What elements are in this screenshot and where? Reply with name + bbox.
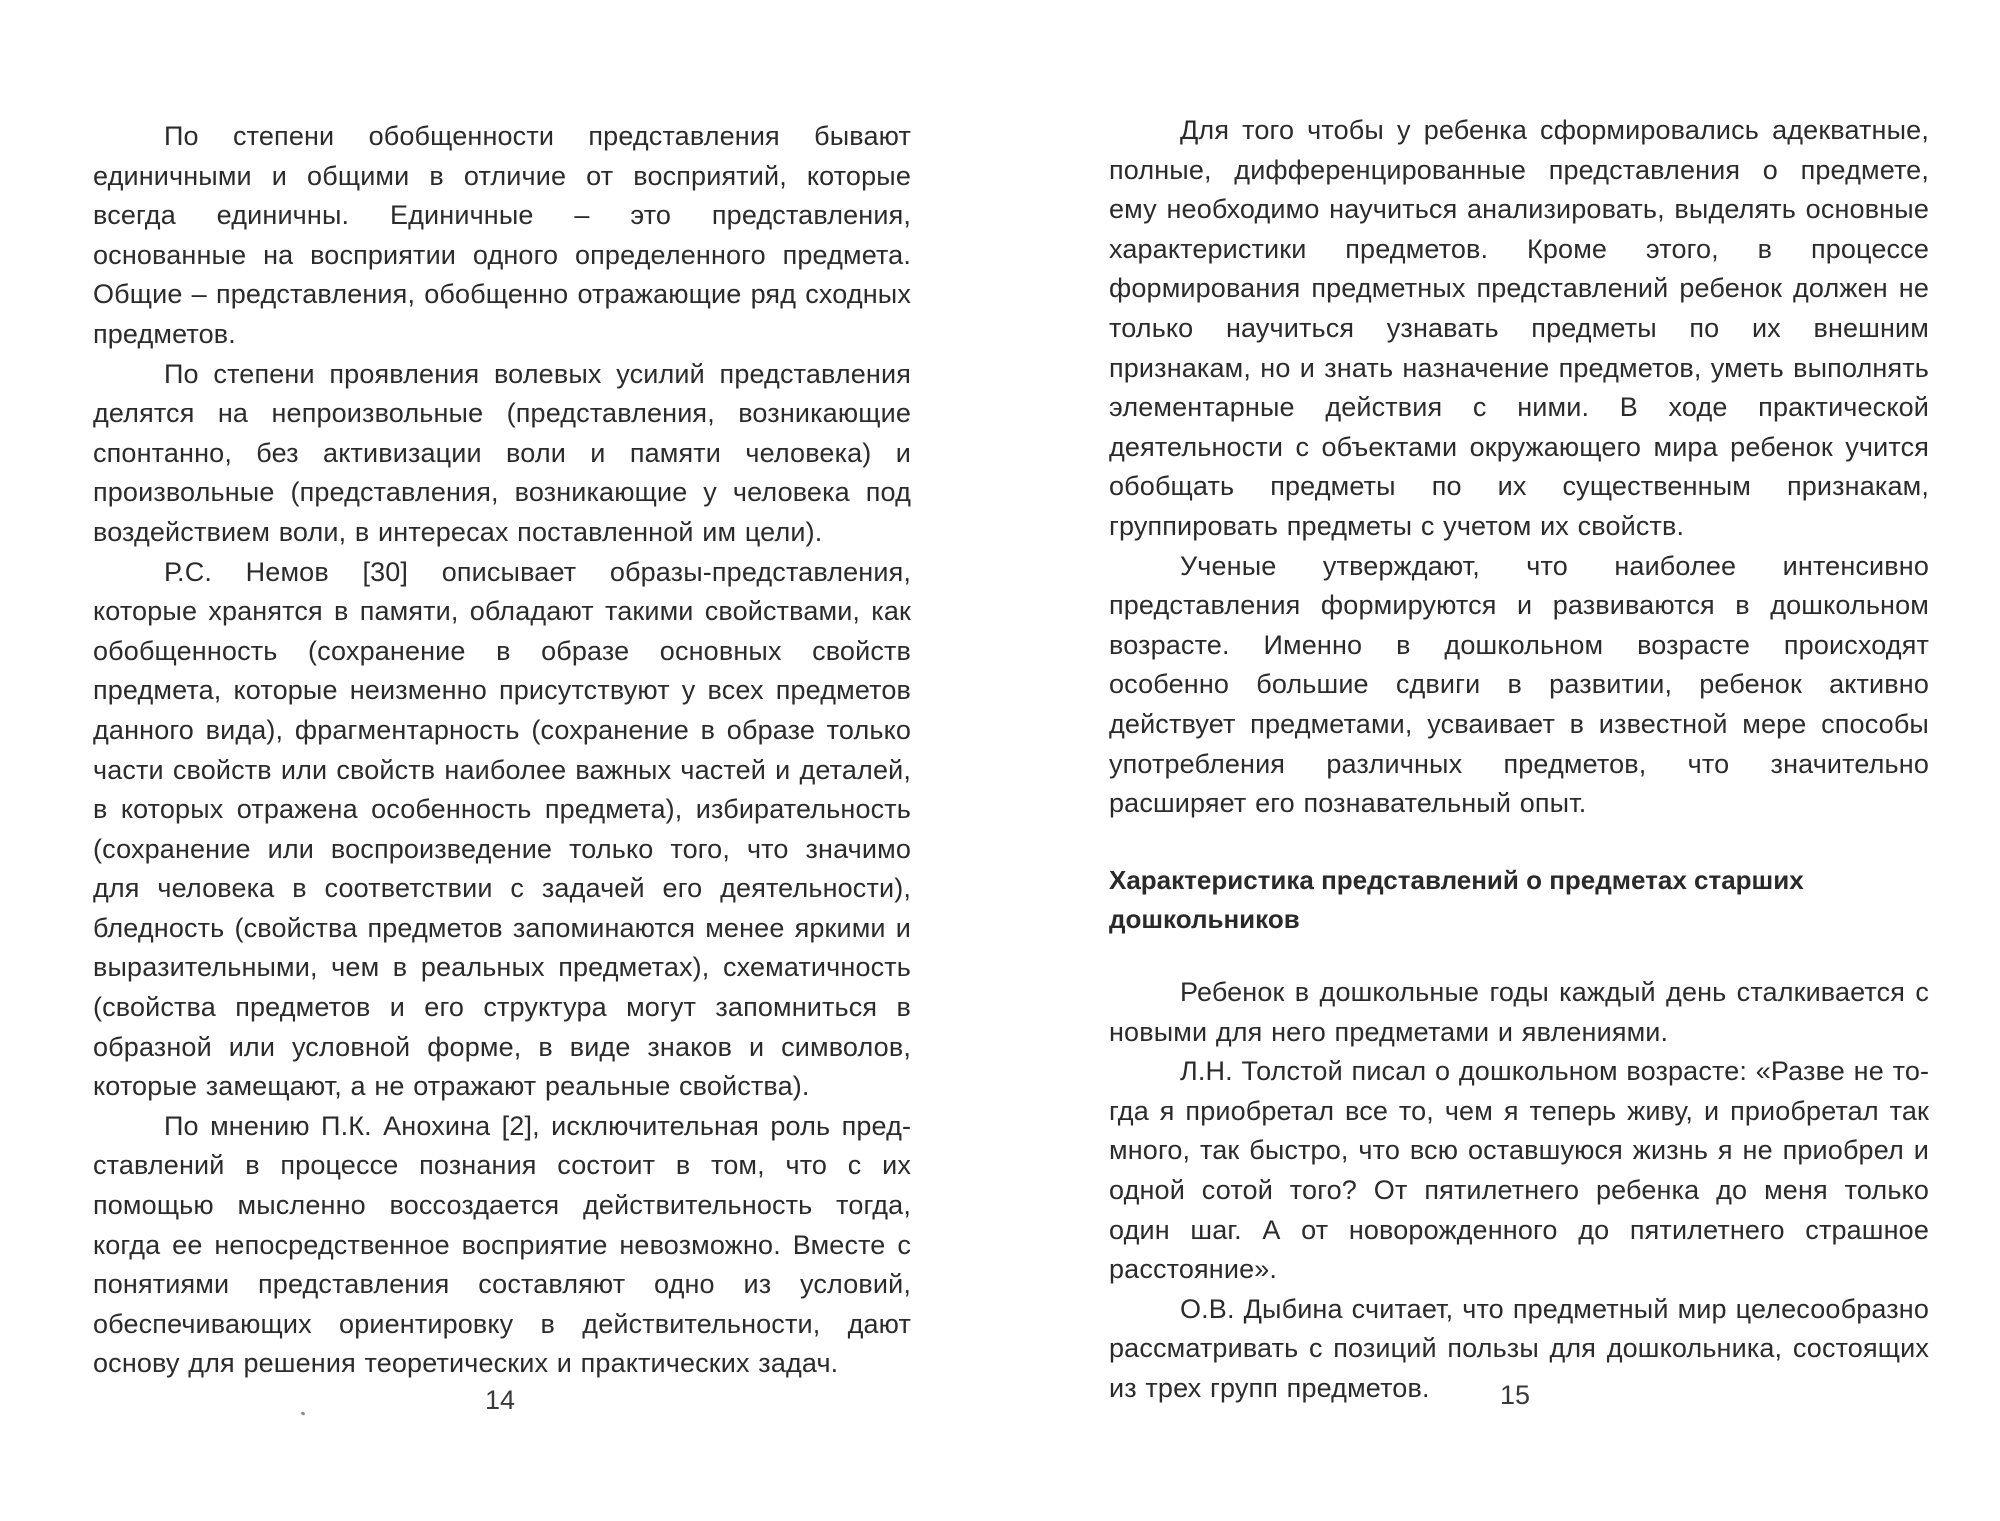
print-speck <box>301 1411 306 1416</box>
left-page-body <box>93 117 911 1384</box>
paragraph: О.В. Дыбина считает, что предметный мир целесообразно рассматривать с позиций пользы для дошкольника, состоящих из трех групп предметов. <box>1109 1293 1929 1403</box>
paragraph: Ученые утверждают, что наиболее интенсивно представления формируются и развиваются в дошкольном возрасте. Именно в дошкольном возрасте происходят особенно большие сдвиги в развитии, ребенок активно действует предметами, усваивает в известной мере способы употребления различных предметов, что значительно расширяет его познавательный опыт. <box>1109 550 1929 819</box>
paragraph: По мнению П.К. Анохина [2], исключительная роль представлений в процессе познания состоит в том, что с их помощью мысленно воссоздается действительность тогда, когда ее непосредственное восприятие невозможно. Вместе с понятиями представления составляют одно из условий, обеспечивающих ориентировку в действительности, дают основу для решения теоретических и практических задач. <box>93 1110 911 1379</box>
paragraph: По степени проявления волевых усилий представления делятся на непроизвольные (представления, возникающие спонтанно, без активизации воли и памяти человека) и произвольные (представления, возникающие у человека под воздействием воли, в интересах поставленной им цели). <box>93 358 911 547</box>
section-heading: Характеристика представлений о предметах старших дошкольников <box>1109 865 1804 934</box>
paragraph: Ребенок в дошкольные годы каждый день сталкивается с новыми для него предметами и явлениями. <box>1109 977 1929 1047</box>
page-number-left: 14 <box>485 1385 516 1415</box>
paragraph: Р.С. Немов [30] описывает образы-представления, которые хранятся в памяти, обладают такими свойствами, как обобщенность (сохранение в образе основных свойств предмета, которые неизменно присутствуют у всех предметов данного вида), фрагментарность (сохранение в образе только части свойств или свойств наиболее важных частей и деталей, в которых отражена особенность предмета), избирательность (сохранение или воспроизведение только того, что значимо для человека в соответствии с задачей его деятельности), бледность (свойства предметов запоминаются менее яркими и выразительными, чем в реальных предметах), схематичность (свойства предметов и его структура могут запомниться в образной или условной форме, в виде знаков и символов, которые замещают, а не отражают реальные свойства). <box>93 556 911 1102</box>
paragraph: Для того чтобы у ребенка сформировались адекватные, полные, дифференцированные представления о предмете, ему необходимо научиться анализировать, выделять основные характеристики предметов. Кроме этого, в процессе формирования предметных представлений ребенок должен не только научиться узнавать предметы по их внешним признакам, но и знать назначение предметов, уметь выполнять элементарные действия с ними. В ходе практической деятельности с объектами окружающего мира ребенок учится обобщать предметы по их существенным признакам, группировать предметы с учетом их свойств. <box>1109 115 1929 541</box>
right-page <box>1000 0 2000 1521</box>
right-page-body-top <box>1109 111 1929 824</box>
paragraph: Л.Н. Толстой писал о дошкольном возрасте: «Разве не тогда я приобретал все то, чем я теперь живу, и приобретал так много, так быстро, что всю оставшуюся жизнь я не приобрел и одной сотой того? От пятилетнего ребенка до меня только один шаг. А от новорожденного до пятилетнего страшное расстояние». <box>1109 1056 1929 1285</box>
paragraph: По степени обобщенности представления бывают единичными и общими в отличие от восприятий, которые всегда единичны. Единичные – это представления, основанные на восприятии одного определенного предмета. Общие – представления, обобщенно отражающие ряд сходных предметов. <box>93 121 911 349</box>
page-number-right: 15 <box>1500 1380 1531 1410</box>
right-page-body-bottom <box>1109 973 1929 1409</box>
